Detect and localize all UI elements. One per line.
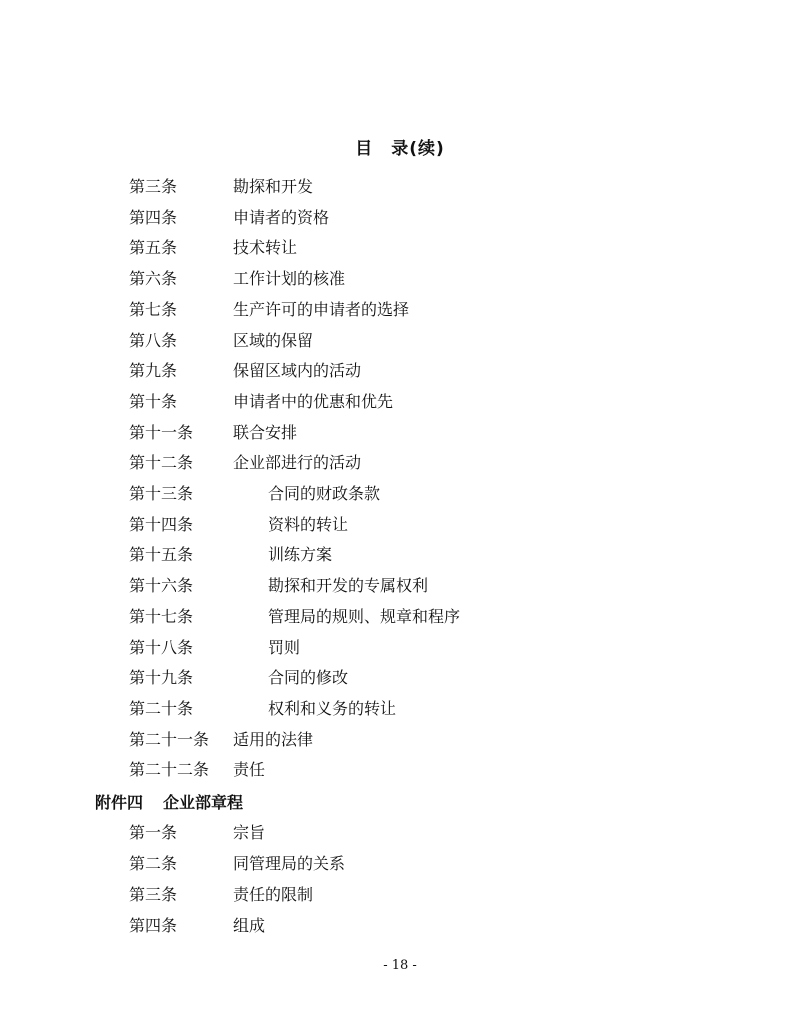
toc-article-title: 勘探和开发 (233, 177, 314, 196)
toc-entry (0, 883, 800, 913)
toc-article-title: 组成 (233, 916, 266, 935)
toc-article-title: 勘探和开发的专属权利 (268, 576, 429, 596)
toc-entry (0, 605, 800, 635)
toc-entry (0, 236, 800, 266)
toc-entry (0, 206, 800, 236)
toc-article-title: 训练方案 (268, 545, 333, 565)
toc-entry (0, 697, 800, 727)
toc-article-number: 第二十二条 (129, 760, 210, 780)
toc-article-title: 保留区域内的活动 (233, 361, 362, 381)
page-number: - 18 - (383, 958, 417, 973)
toc-entry (0, 298, 800, 328)
toc-article-number: 第六条 (129, 269, 178, 289)
toc-article-number: 第十九条 (129, 668, 194, 688)
toc-article-number: 第九条 (129, 361, 178, 381)
toc-article-title: 责任的限制 (233, 885, 314, 904)
annex-heading (95, 790, 243, 813)
toc-article-title: 合同的修改 (268, 668, 349, 688)
toc-article-number: 第十一条 (129, 422, 194, 442)
toc-entry (0, 390, 800, 420)
toc-entry (0, 513, 800, 543)
toc-entry (0, 451, 800, 481)
toc-article-number: 第十七条 (129, 606, 194, 626)
toc-article-title: 合同的财政条款 (268, 484, 381, 503)
toc-entry (0, 421, 800, 451)
toc-article-title: 权利和义务的转让 (268, 698, 397, 718)
toc-article-number: 第十条 (129, 391, 178, 411)
toc-article-number: 第十八条 (129, 637, 194, 657)
annex-title: 企业部章程 (163, 793, 244, 812)
toc-article-number: 第八条 (129, 330, 178, 350)
toc-article-number: 第二条 (129, 854, 178, 873)
toc-entry (0, 666, 800, 696)
toc-article-number: 第一条 (129, 823, 178, 842)
toc-entry (0, 175, 800, 205)
toc-article-title: 管理局的规则、规章和程序 (268, 606, 461, 626)
toc-article-number: 第十二条 (129, 453, 194, 473)
toc-entry (0, 852, 800, 882)
toc-entry (0, 636, 800, 666)
toc-entry (0, 728, 800, 758)
toc-entry (0, 574, 800, 604)
toc-article-number: 第三条 (129, 885, 178, 904)
toc-entry (0, 821, 800, 851)
toc-article-number: 第十三条 (129, 484, 194, 503)
toc-entry (0, 482, 800, 512)
toc-article-title: 区域的保留 (233, 330, 314, 350)
toc-article-number: 第十四条 (129, 514, 194, 534)
toc-article-title: 申请者的资格 (233, 207, 330, 227)
toc-entry (0, 543, 800, 573)
toc-article-number: 第十六条 (129, 576, 194, 596)
toc-article-title: 适用的法律 (233, 729, 314, 749)
toc-article-title: 资料的转让 (268, 514, 349, 534)
toc-article-number: 第四条 (129, 207, 178, 227)
toc-article-title: 申请者中的优惠和优先 (233, 391, 394, 411)
toc-entry (0, 914, 800, 944)
annex-label: 附件四 (95, 793, 144, 812)
toc-article-title: 工作计划的核准 (233, 269, 346, 289)
toc-article-number: 第十五条 (129, 545, 194, 565)
toc-article-title: 宗旨 (233, 823, 266, 842)
toc-entry (0, 359, 800, 389)
toc-entry (0, 267, 800, 297)
toc-article-title: 责任 (233, 760, 266, 780)
page-title: 目 录(续) (355, 139, 445, 159)
toc-article-title: 技术转让 (233, 238, 298, 258)
toc-article-number: 第二十一条 (129, 729, 210, 749)
toc-entry (0, 758, 800, 788)
toc-article-title: 企业部进行的活动 (233, 453, 362, 473)
toc-article-number: 第二十条 (129, 698, 194, 718)
toc-article-title: 罚则 (268, 637, 301, 657)
toc-article-number: 第七条 (129, 299, 178, 319)
toc-article-title: 生产许可的申请者的选择 (233, 299, 410, 319)
toc-article-title: 联合安排 (233, 422, 298, 442)
toc-article-title: 同管理局的关系 (233, 854, 346, 873)
toc-article-number: 第三条 (129, 177, 178, 196)
toc-article-number: 第五条 (129, 238, 178, 258)
toc-article-number: 第四条 (129, 916, 178, 935)
toc-entry (0, 329, 800, 359)
